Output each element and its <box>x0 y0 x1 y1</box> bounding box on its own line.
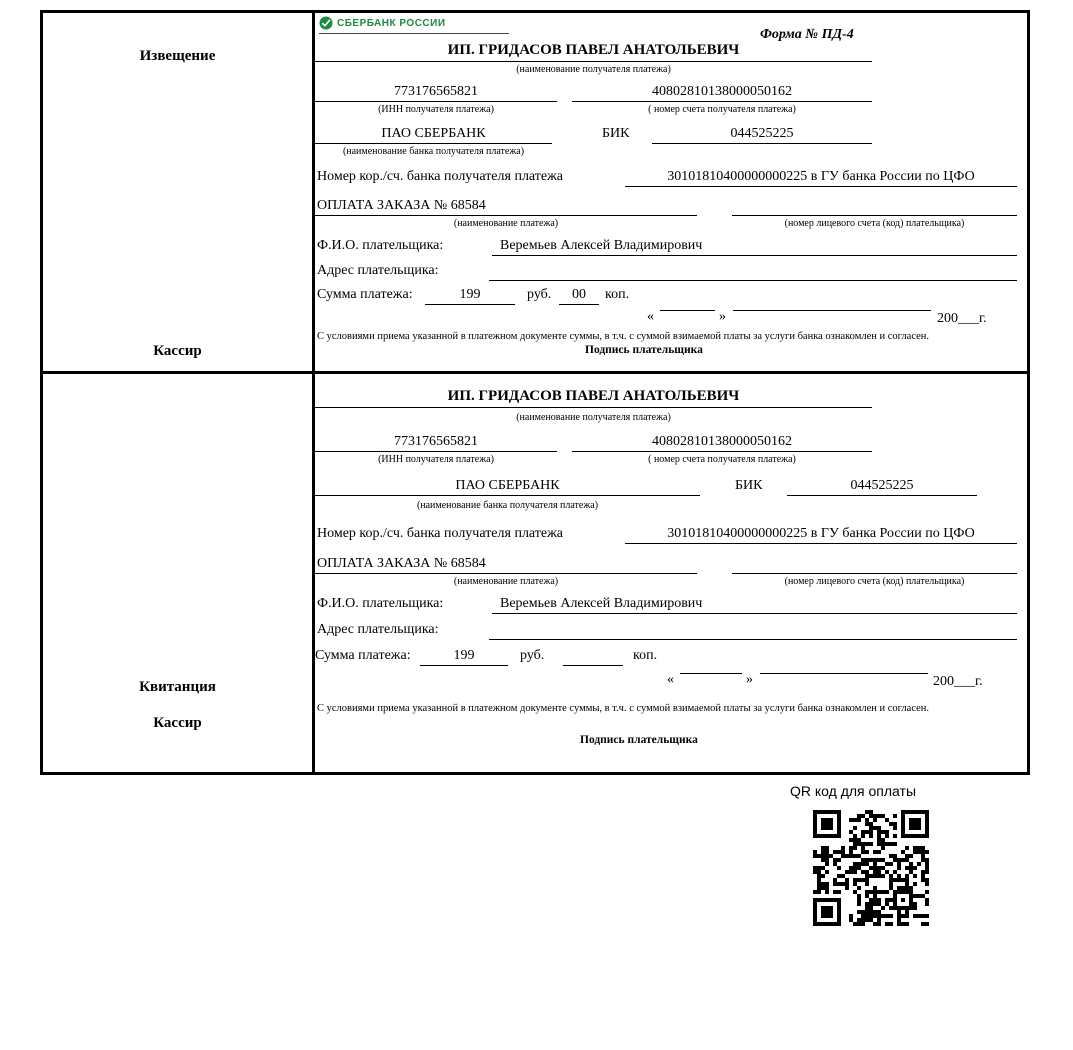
sum-rub-value: 199 <box>425 285 515 305</box>
payer-address-label: Адрес плательщика: <box>317 263 439 278</box>
notice-left-cell <box>43 13 315 371</box>
account-caption: ( номер счета получателя платежа) <box>648 454 796 465</box>
inn-value: 773176565821 <box>315 82 557 102</box>
personal-account-line <box>732 196 1017 216</box>
account-value: 40802810138000050162 <box>572 432 872 452</box>
date-month-line <box>760 656 928 674</box>
cashier-label: Кассир <box>153 715 202 731</box>
terms-text: С условиями приема указанной в платежном документе суммы, в т.ч. с суммой взимаемой платы за услуги банка ознакомлен и согласен. <box>317 703 930 714</box>
inn-value: 773176565821 <box>315 432 557 452</box>
date-day-line <box>680 656 742 674</box>
sberbank-logo-icon <box>319 16 333 30</box>
date-day-line <box>660 293 715 311</box>
personal-account-caption: (номер лицевого счета (код) плательщика) <box>784 576 965 587</box>
rub-label: руб. <box>520 648 545 663</box>
bank-name-value: ПАО СБЕРБАНК <box>315 124 552 144</box>
sum-label: Сумма платежа: <box>315 648 411 663</box>
bik-value: 044525225 <box>787 476 977 496</box>
date-quote-close: » <box>746 672 753 687</box>
bank-caption: (наименование банка получателя платежа) <box>416 500 599 511</box>
sberbank-logo-text: СБЕРБАНК РОССИИ <box>337 17 446 29</box>
recipient-name: ИП. ГРИДАСОВ ПАВЕЛ АНАТОЛЬЕВИЧ <box>315 40 872 62</box>
receipt-section <box>43 371 1027 772</box>
payer-address-label: Адрес плательщика: <box>317 622 439 637</box>
inn-caption: (ИНН получателя платежа) <box>378 104 494 115</box>
rub-label: руб. <box>527 287 552 302</box>
bik-label: БИК <box>602 126 630 141</box>
sum-kop-value: 00 <box>559 285 599 305</box>
corr-account-label: Номер кор./сч. банка получателя платежа <box>317 526 563 541</box>
personal-account-caption: (номер лицевого счета (код) плательщика) <box>784 218 965 229</box>
receipt-right-cell <box>315 374 1027 772</box>
account-caption: ( номер счета получателя платежа) <box>648 104 796 115</box>
date-month-line <box>733 293 931 311</box>
payer-address-line <box>489 261 1017 281</box>
terms-text: С условиями приема указанной в платежном документе суммы, в т.ч. с суммой взимаемой платы за услуги банка ознакомлен и согласен. <box>317 331 930 342</box>
notice-right-cell <box>315 13 1027 371</box>
signature-label: Подпись плательщика <box>585 344 703 356</box>
qr-code <box>813 810 929 926</box>
sum-rub-value: 199 <box>420 646 508 666</box>
corr-account-label: Номер кор./сч. банка получателя платежа <box>317 169 563 184</box>
inn-caption: (ИНН получателя платежа) <box>378 454 494 465</box>
payer-name-label: Ф.И.О. плательщика: <box>317 238 444 253</box>
account-value: 40802810138000050162 <box>572 82 872 102</box>
notice-label: Извещение <box>139 48 216 64</box>
date-year: 200___г. <box>937 311 987 326</box>
sum-kop-value <box>563 646 623 666</box>
payment-caption: (наименование платежа) <box>453 218 559 229</box>
corr-account-value: 30101810400000000225 в ГУ банка России по ЦФО <box>625 167 1017 187</box>
date-quote-open: « <box>667 672 674 687</box>
sberbank-logo <box>319 16 509 34</box>
payment-purpose-value: ОПЛАТА ЗАКАЗА № 68584 <box>315 554 697 574</box>
payer-name-value: Веремьев Алексей Владимирович <box>492 236 1017 256</box>
cashier-label: Кассир <box>153 343 202 359</box>
payer-address-line <box>489 620 1017 640</box>
recipient-caption: (наименование получателя платежа) <box>516 412 671 423</box>
payer-name-value: Веремьев Алексей Владимирович <box>492 594 1017 614</box>
bik-value: 044525225 <box>652 124 872 144</box>
qr-caption: QR код для оплаты <box>790 783 917 799</box>
recipient-name: ИП. ГРИДАСОВ ПАВЕЛ АНАТОЛЬЕВИЧ <box>315 386 872 408</box>
bank-name-value: ПАО СБЕРБАНК <box>315 476 700 496</box>
notice-section <box>43 13 1027 371</box>
personal-account-line <box>732 554 1017 574</box>
kop-label: коп. <box>605 287 630 302</box>
pd4-form <box>40 10 1030 775</box>
corr-account-value: 30101810400000000225 в ГУ банка России по ЦФО <box>625 524 1017 544</box>
receipt-label: Квитанция <box>139 679 216 695</box>
date-year: 200___г. <box>933 674 983 689</box>
payment-caption: (наименование платежа) <box>453 576 559 587</box>
bik-label: БИК <box>735 478 763 493</box>
date-quote-close: » <box>719 309 726 324</box>
kop-label: коп. <box>633 648 658 663</box>
signature-label: Подпись плательщика <box>580 734 698 746</box>
form-number: Форма № ПД-4 <box>760 27 854 42</box>
date-quote-open: « <box>647 309 654 324</box>
bank-caption: (наименование банка получателя платежа) <box>342 146 525 157</box>
receipt-left-cell <box>43 374 315 772</box>
sum-label: Сумма платежа: <box>317 287 413 302</box>
payment-purpose-value: ОПЛАТА ЗАКАЗА № 68584 <box>315 196 697 216</box>
payer-name-label: Ф.И.О. плательщика: <box>317 596 444 611</box>
recipient-caption: (наименование получателя платежа) <box>516 64 671 75</box>
